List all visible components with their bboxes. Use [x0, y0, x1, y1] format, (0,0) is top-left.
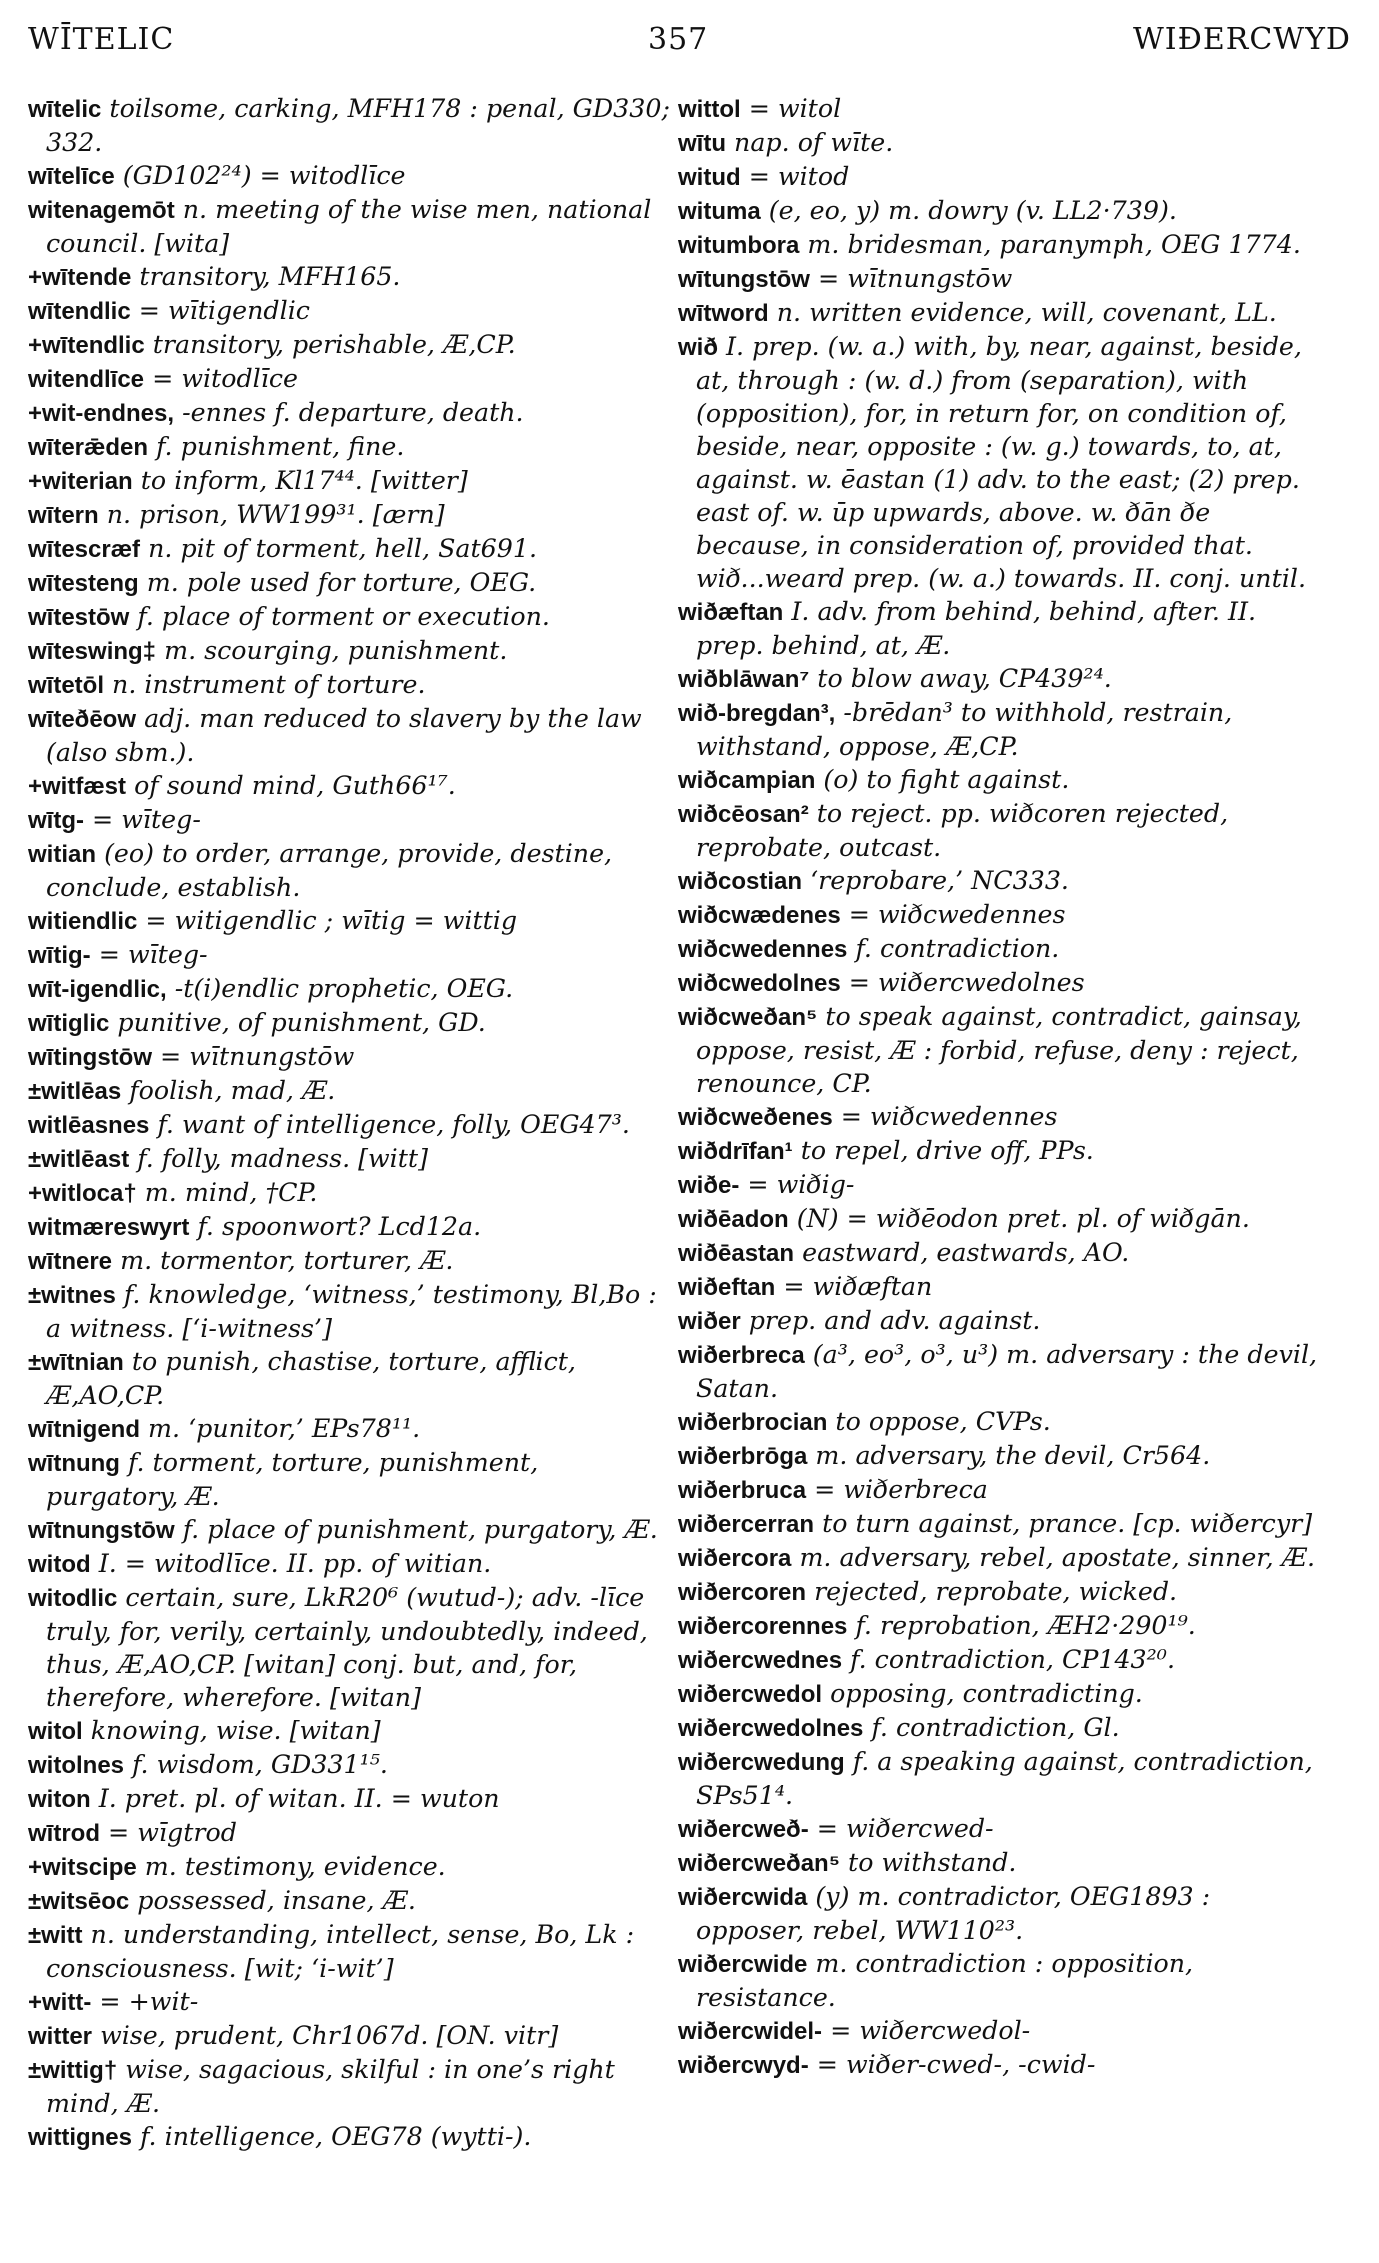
- entry-headword: +wītendlic: [28, 332, 145, 359]
- entry-definition: rejected, reprobate, wicked.: [814, 1577, 1178, 1606]
- entry-definition: to repel, drive off, PPs.: [800, 1136, 1094, 1165]
- dictionary-entry: [28, 938, 670, 972]
- entry-headword: wītestōw: [28, 604, 130, 631]
- entry-definition: = wiðæftan: [783, 1272, 933, 1301]
- entry-definition: to inform, Kl17⁴⁴. [witter]: [140, 466, 468, 495]
- entry-definition: (GD102²⁴) = witodlīce: [122, 161, 406, 190]
- dictionary-entry: [28, 1816, 670, 1850]
- dictionary-entry: [28, 1345, 670, 1412]
- entry-definition: f. intelligence, OEG78 (wytti-).: [140, 2122, 532, 2151]
- entry-definition: n. meeting of the wise men, national council. [wita]: [46, 195, 652, 258]
- dictionary-entry: [28, 1985, 670, 2019]
- entry-headword: witendlīce: [28, 366, 145, 393]
- entry-definition: = witol: [748, 94, 842, 123]
- entry-definition: f. contradiction.: [855, 934, 1060, 963]
- dictionary-entry: [28, 294, 670, 328]
- dictionary-entry: [678, 228, 1320, 262]
- entry-definition: I. adv. from behind, behind, after. II. prep. behind, at, Æ.: [696, 597, 1257, 660]
- dictionary-entry: [28, 1782, 670, 1816]
- entry-definition: f. reprobation, ÆH2·290¹⁹.: [855, 1611, 1196, 1640]
- entry-definition: to speak against, contradict, gainsay, oppose, resist, Æ : forbid, refuse, deny : reject, renounce, CP.: [696, 1002, 1302, 1098]
- entry-headword: wiðercora: [678, 1545, 792, 1572]
- dictionary-entry: [678, 1304, 1320, 1338]
- entry-definition: m. bridesman, paranymph, OEG 1774.: [807, 230, 1301, 259]
- dictionary-entry: [678, 1677, 1320, 1711]
- dictionary-entry: [678, 330, 1320, 595]
- entry-definition: f. wisdom, GD331¹⁵.: [132, 1750, 388, 1779]
- dictionary-entry: [28, 1446, 670, 1513]
- dictionary-entry: [28, 634, 670, 668]
- entry-headword: wiðercweð-: [678, 1816, 809, 1843]
- dictionary-entry: [678, 1846, 1320, 1880]
- entry-headword: wītelīce: [28, 163, 115, 190]
- entry-headword: witolnes: [28, 1752, 125, 1779]
- dictionary-entry: [28, 396, 670, 430]
- dictionary-entry: [678, 696, 1320, 763]
- dictionary-entry: [678, 296, 1320, 330]
- entry-definition: n. understanding, intellect, sense, Bo, Lk : consciousness. [wit; ‘i-wit’]: [46, 1920, 635, 1983]
- dictionary-entry: [678, 1338, 1320, 1405]
- dictionary-entry: [678, 1168, 1320, 1202]
- entry-headword: wiðdrīfan¹: [678, 1138, 793, 1165]
- entry-headword: wiðcwedennes: [678, 936, 848, 963]
- entry-definition: opposing, contradicting.: [830, 1679, 1143, 1708]
- entry-definition: f. contradiction, CP143²⁰.: [850, 1645, 1175, 1674]
- entry-definition: transitory, perishable, Æ,CP.: [152, 330, 516, 359]
- entry-headword: wiðerbrocian: [678, 1409, 828, 1436]
- entry-headword: wītrod: [28, 1820, 100, 1847]
- entry-definition: = wītnungstōw: [160, 1042, 355, 1071]
- dictionary-entry: [28, 1513, 670, 1547]
- entry-definition: n. prison, WW199³¹. [ærn]: [106, 500, 445, 529]
- entry-headword: wīt-igendlic,: [28, 976, 167, 1003]
- entry-headword: wið-bregdan³,: [678, 700, 836, 727]
- entry-headword: wītu: [678, 130, 726, 157]
- entry-definition: = witigendlic ; wītig = wittig: [145, 906, 518, 935]
- entry-definition: -brēdan³ to withhold, restrain, withstand, oppose, Æ,CP.: [696, 698, 1233, 761]
- entry-headword: wiðercorennes: [678, 1613, 848, 1640]
- dictionary-entry: [28, 362, 670, 396]
- entry-headword: wiðæftan: [678, 599, 784, 626]
- entry-definition: I. = witodlīce. II. pp. of witian.: [98, 1549, 492, 1578]
- entry-headword: wiðe-: [678, 1172, 740, 1199]
- entry-headword: wītnungstōw: [28, 1517, 175, 1544]
- dictionary-entry: [28, 1176, 670, 1210]
- dictionary-entry: [28, 159, 670, 193]
- dictionary-entry: [28, 2053, 670, 2120]
- entry-headword: wītelic: [28, 96, 102, 123]
- entry-headword: wītetōl: [28, 672, 104, 699]
- entry-definition: = wīteg-: [98, 940, 208, 969]
- dictionary-entry: [28, 1244, 670, 1278]
- entry-definition: (y) m. contradictor, OEG1893 : opposer, rebel, WW110²³.: [696, 1882, 1211, 1945]
- entry-definition: m. mind, †CP.: [144, 1178, 318, 1207]
- dictionary-entry: [28, 803, 670, 837]
- entry-definition: to reject. pp. wiðcoren rejected, reprobate, outcast.: [696, 799, 1229, 862]
- entry-headword: wiðerbrōga: [678, 1443, 808, 1470]
- entry-headword: wiðeftan: [678, 1274, 776, 1301]
- entry-definition: toilsome, carking, MFH178 : penal, GD330; 332.: [46, 94, 670, 157]
- dictionary-entry: [678, 126, 1320, 160]
- entry-headword: +witerian: [28, 468, 133, 495]
- entry-definition: m. tormentor, torturer, Æ.: [120, 1246, 454, 1275]
- entry-headword: wiðercwedolnes: [678, 1715, 864, 1742]
- entry-headword: wiðcweðan⁵: [678, 1004, 818, 1031]
- entry-headword: +witloca†: [28, 1180, 137, 1207]
- entry-headword: wituma: [678, 198, 761, 225]
- entry-headword: wittignes: [28, 2124, 133, 2151]
- entry-headword: wiðer: [678, 1308, 741, 1335]
- entry-definition: adj. man reduced to slavery by the law (also sbm.).: [46, 704, 642, 767]
- dictionary-entry: [28, 1884, 670, 1918]
- entry-definition: = wiðercwedol-: [830, 2016, 1031, 2045]
- entry-headword: ±witlēast: [28, 1146, 130, 1173]
- dictionary-entry: [678, 1439, 1320, 1473]
- entry-definition: = wiðer-cwed-, -cwid-: [816, 2050, 1096, 2079]
- entry-headword: ±witsēoc: [28, 1888, 130, 1915]
- entry-definition: m. pole used for torture, OEG.: [146, 568, 537, 597]
- dictionary-entry: [28, 1006, 670, 1040]
- entry-headword: +wit-endnes,: [28, 400, 175, 427]
- entry-definition: f. folly, madness. [witt]: [137, 1144, 428, 1173]
- dictionary-entry: [28, 1918, 670, 1985]
- entry-headword: wīteðēow: [28, 706, 137, 733]
- entry-definition: = wiðig-: [747, 1170, 855, 1199]
- entry-definition: f. knowledge, ‘witness,’ testimony, Bl,Bo : a witness. [‘i-witness’]: [46, 1280, 657, 1343]
- entry-headword: wittol: [678, 96, 741, 123]
- dictionary-entry: [28, 1278, 670, 1345]
- entry-headword: wītendlic: [28, 298, 131, 325]
- dictionary-entry: [678, 1270, 1320, 1304]
- entry-definition: wise, sagacious, skilful : in one’s right mind, Æ.: [46, 2055, 615, 2118]
- entry-definition: (o) to fight against.: [823, 765, 1070, 794]
- entry-headword: +witfæst: [28, 773, 127, 800]
- entry-headword: wiðcampian: [678, 767, 816, 794]
- dictionary-entry: [28, 1074, 670, 1108]
- entry-definition: f. torment, torture, punishment, purgatory, Æ.: [46, 1448, 539, 1511]
- left-column: [28, 92, 670, 2154]
- dictionary-entry: [678, 1000, 1320, 1100]
- dictionary-entry: [28, 1714, 670, 1748]
- entry-definition: m. testimony, evidence.: [144, 1852, 446, 1881]
- dictionary-entry: [678, 1134, 1320, 1168]
- dictionary-entry: [28, 769, 670, 803]
- entry-definition: transitory, MFH165.: [139, 262, 401, 291]
- entry-headword: witumbora: [678, 232, 800, 259]
- entry-headword: wītnere: [28, 1248, 113, 1275]
- dictionary-entry: [28, 1040, 670, 1074]
- entry-headword: wītingstōw: [28, 1044, 152, 1071]
- dictionary-entry: [678, 1643, 1320, 1677]
- dictionary-entry: [28, 92, 670, 159]
- entry-definition: (e, eo, y) m. dowry (v. LL2·739).: [768, 196, 1177, 225]
- entry-definition: = wiðerbreca: [814, 1475, 988, 1504]
- entry-definition: wise, prudent, Chr1067d. [ON. vitr]: [100, 2021, 559, 2050]
- dictionary-entry: [678, 1711, 1320, 1745]
- entry-definition: n. instrument of torture.: [112, 670, 426, 699]
- right-column: [678, 92, 1320, 2082]
- entry-headword: witol: [28, 1718, 83, 1745]
- entry-headword: wiðercwedol: [678, 1681, 823, 1708]
- dictionary-entry: [28, 1850, 670, 1884]
- entry-definition: to punish, chastise, torture, afflict, Æ,AO,CP.: [46, 1347, 576, 1410]
- entry-headword: wītg-: [28, 807, 84, 834]
- entry-headword: wiðblāwan⁷: [678, 666, 810, 693]
- entry-definition: = wīteg-: [92, 805, 201, 834]
- entry-definition: f. want of intelligence, folly, OEG47³.: [157, 1110, 630, 1139]
- entry-headword: wiðercwyd-: [678, 2052, 809, 2079]
- dictionary-entry: [28, 2120, 670, 2154]
- dictionary-entry: [28, 430, 670, 464]
- dictionary-entry: [28, 1210, 670, 1244]
- dictionary-entry: [28, 532, 670, 566]
- entry-headword: wītig-: [28, 942, 91, 969]
- entry-definition: = wiðcwedennes: [840, 1102, 1058, 1131]
- entry-headword: wiðerbreca: [678, 1342, 805, 1369]
- dictionary-entry: [28, 668, 670, 702]
- entry-definition: certain, sure, LkR20⁶ (wutud-); adv. -līce truly, for, verily, certainly, undoubtedly, indeed, thus, Æ,AO,CP. [witan] conj. but, and, for, therefore, wherefore. [witan]: [46, 1583, 648, 1712]
- entry-definition: foolish, mad, Æ.: [129, 1076, 336, 1105]
- entry-headword: witlēasnes: [28, 1112, 150, 1139]
- entry-definition: eastward, eastwards, AO.: [802, 1238, 1130, 1267]
- entry-definition: -ennes f. departure, death.: [182, 398, 524, 427]
- entry-headword: ±witnes: [28, 1282, 116, 1309]
- entry-headword: wītescræf: [28, 536, 141, 563]
- dictionary-entry: [678, 1100, 1320, 1134]
- dictionary-entry: [678, 595, 1320, 662]
- entry-definition: knowing, wise. [witan]: [90, 1716, 381, 1745]
- entry-headword: witon: [28, 1786, 91, 1813]
- header-right-guideword: WIÐERCWYD: [1132, 22, 1351, 57]
- dictionary-entry: [28, 1412, 670, 1446]
- header-left-guideword: WĪTELIC: [28, 22, 175, 57]
- entry-headword: witenagemōt: [28, 197, 175, 224]
- entry-definition: punitive, of punishment, GD.: [117, 1008, 486, 1037]
- entry-definition: n. written evidence, will, covenant, LL.: [776, 298, 1277, 327]
- entry-headword: wītesteng: [28, 570, 139, 597]
- entry-headword: wītword: [678, 300, 769, 327]
- dictionary-entry: [678, 898, 1320, 932]
- entry-headword: +witt-: [28, 1989, 92, 2016]
- entry-definition: = witod: [748, 162, 850, 191]
- entry-headword: wītnigend: [28, 1416, 140, 1443]
- dictionary-entry: [678, 763, 1320, 797]
- entry-definition: m. scourging, punishment.: [164, 636, 508, 665]
- dictionary-entry: [28, 498, 670, 532]
- entry-definition: I. pret. pl. of witan. II. = wuton: [98, 1784, 500, 1813]
- dictionary-entry: [28, 260, 670, 294]
- dictionary-entry: [28, 904, 670, 938]
- entry-definition: = wītigendlic: [138, 296, 310, 325]
- entry-definition: m. ‘punitor,’ EPs78¹¹.: [148, 1414, 421, 1443]
- entry-definition: nap. of wīte.: [734, 128, 894, 157]
- dictionary-entry: [28, 702, 670, 769]
- entry-headword: ±witt: [28, 1922, 83, 1949]
- entry-headword: wītiglic: [28, 1010, 110, 1037]
- entry-definition: f. spoonwort? Lcd12a.: [197, 1212, 482, 1241]
- entry-definition: possessed, insane, Æ.: [137, 1886, 416, 1915]
- entry-headword: witodlic: [28, 1585, 118, 1612]
- entry-definition: (N) = wiðēodon pret. pl. of wiðgān.: [796, 1204, 1250, 1233]
- dictionary-entry: [678, 662, 1320, 696]
- dictionary-entry: [678, 932, 1320, 966]
- entry-headword: ±wittig†: [28, 2057, 118, 2084]
- entry-headword: wiðcēosan²: [678, 801, 809, 828]
- dictionary-entry: [28, 1142, 670, 1176]
- dictionary-entry: [28, 328, 670, 362]
- dictionary-entry: [28, 193, 670, 260]
- entry-headword: wiðcweðenes: [678, 1104, 833, 1131]
- entry-definition: to oppose, CVPs.: [835, 1407, 1051, 1436]
- entry-definition: = wiðercwedolnes: [848, 968, 1085, 997]
- dictionary-entry: [678, 2048, 1320, 2082]
- entry-headword: wiðercweðan⁵: [678, 1850, 840, 1877]
- entry-definition: (a³, eo³, o³, u³) m. adversary : the devil, Satan.: [696, 1340, 1318, 1403]
- entry-definition: f. place of torment or execution.: [137, 602, 550, 631]
- entry-headword: +wītende: [28, 264, 132, 291]
- dictionary-entry: [678, 1507, 1320, 1541]
- entry-definition: ‘reprobare,’ NC333.: [810, 866, 1069, 895]
- entry-definition: = +wit-: [99, 1987, 199, 2016]
- entry-headword: wītnung: [28, 1450, 120, 1477]
- dictionary-entry: [678, 262, 1320, 296]
- dictionary-entry: [678, 2014, 1320, 2048]
- entry-definition: m. contradiction : opposition, resistance.: [696, 1949, 1194, 2012]
- dictionary-entry: [678, 1575, 1320, 1609]
- entry-definition: m. adversary, the devil, Cr564.: [815, 1441, 1211, 1470]
- entry-headword: wiðercwednes: [678, 1647, 843, 1674]
- dictionary-entry: [678, 1812, 1320, 1846]
- entry-headword: wiðerbruca: [678, 1477, 807, 1504]
- entry-definition: f. punishment, fine.: [156, 432, 405, 461]
- entry-definition: m. adversary, rebel, apostate, sinner, Æ.: [799, 1543, 1316, 1572]
- dictionary-entry: [28, 1581, 670, 1714]
- dictionary-entry: [28, 1108, 670, 1142]
- entry-headword: wiðcwædenes: [678, 902, 841, 929]
- entry-definition: prep. and adv. against.: [748, 1306, 1041, 1335]
- entry-definition: = witodlīce: [152, 364, 298, 393]
- dictionary-entry: [28, 600, 670, 634]
- entry-definition: (eo) to order, arrange, provide, destine, conclude, establish.: [46, 839, 613, 902]
- entry-headword: wīterǣden: [28, 434, 149, 461]
- dictionary-entry: [28, 1748, 670, 1782]
- entry-definition: -t(i)endlic prophetic, OEG.: [174, 974, 514, 1003]
- entry-headword: wiðercerran: [678, 1511, 815, 1538]
- entry-definition: to turn against, prance. [cp. wiðercyr]: [822, 1509, 1313, 1538]
- dictionary-entry: [678, 864, 1320, 898]
- entry-headword: witiendlic: [28, 908, 138, 935]
- dictionary-entry: [28, 566, 670, 600]
- page-number: 357: [648, 22, 709, 57]
- dictionary-entry: [28, 1547, 670, 1581]
- entry-definition: n. pit of torment, hell, Sat691.: [148, 534, 538, 563]
- entry-definition: I. prep. (w. a.) with, by, near, against, beside, at, through : (w. d.) from (separation), with (opposition), for, in return for, on condition of, beside, near, opposite : (w. g.) towards, to, at, against. w. ēastan (1) adv. to the east; (2) prep. east of. w. ūp upwards, above. w. ðān ðe because, in consideration of, provided that. wið...weard prep. (w. a.) towards. II. conj. until.: [696, 332, 1306, 593]
- entry-headword: wiðercoren: [678, 1579, 807, 1606]
- entry-definition: to blow away, CP439²⁴.: [817, 664, 1112, 693]
- entry-headword: wiðercwidel-: [678, 2018, 823, 2045]
- dictionary-entry: [678, 1202, 1320, 1236]
- entry-headword: witud: [678, 164, 741, 191]
- entry-headword: wiðēastan: [678, 1240, 795, 1267]
- entry-headword: wītern: [28, 502, 99, 529]
- entry-headword: witmæreswyrt: [28, 1214, 190, 1241]
- dictionary-entry: [678, 92, 1320, 126]
- entry-definition: to withstand.: [848, 1848, 1017, 1877]
- dictionary-entry: [678, 1405, 1320, 1439]
- entry-headword: wið: [678, 334, 718, 361]
- dictionary-entry: [678, 966, 1320, 1000]
- entry-headword: wiðercwide: [678, 1951, 808, 1978]
- entry-headword: wītungstōw: [678, 266, 810, 293]
- entry-definition: of sound mind, Guth66¹⁷.: [134, 771, 456, 800]
- entry-headword: wiðercwedung: [678, 1749, 845, 1776]
- entry-definition: f. place of punishment, purgatory, Æ.: [182, 1515, 658, 1544]
- dictionary-entry: [28, 464, 670, 498]
- dictionary-entry: [678, 1880, 1320, 1947]
- dictionary-entry: [678, 1541, 1320, 1575]
- dictionary-entry: [678, 160, 1320, 194]
- dictionary-entry: [28, 837, 670, 904]
- entry-definition: f. a speaking against, contradiction, SPs51⁴.: [696, 1747, 1313, 1810]
- entry-headword: witod: [28, 1551, 91, 1578]
- entry-headword: +witscipe: [28, 1854, 137, 1881]
- dictionary-entry: [678, 797, 1320, 864]
- dictionary-entry: [678, 1745, 1320, 1812]
- entry-definition: = wiðercwed-: [816, 1814, 994, 1843]
- entry-headword: wiðēadon: [678, 1206, 789, 1233]
- entry-headword: ±witlēas: [28, 1078, 122, 1105]
- entry-definition: = wītnungstōw: [818, 264, 1013, 293]
- entry-headword: wīteswing‡: [28, 638, 157, 665]
- dictionary-entry: [28, 972, 670, 1006]
- entry-headword: ±wītnian: [28, 1349, 124, 1376]
- dictionary-entry: [678, 1236, 1320, 1270]
- dictionary-entry: [678, 1473, 1320, 1507]
- dictionary-entry: [678, 194, 1320, 228]
- entry-headword: wiðcwedolnes: [678, 970, 841, 997]
- entry-headword: wiðercwida: [678, 1884, 808, 1911]
- dictionary-entry: [28, 2019, 670, 2053]
- entry-definition: = wīgtrod: [108, 1818, 237, 1847]
- entry-headword: witter: [28, 2023, 93, 2050]
- entry-headword: wiðcostian: [678, 868, 803, 895]
- entry-headword: witian: [28, 841, 97, 868]
- entry-definition: f. contradiction, Gl.: [871, 1713, 1120, 1742]
- dictionary-entry: [678, 1609, 1320, 1643]
- dictionary-entry: [678, 1947, 1320, 2014]
- entry-definition: = wiðcwedennes: [848, 900, 1066, 929]
